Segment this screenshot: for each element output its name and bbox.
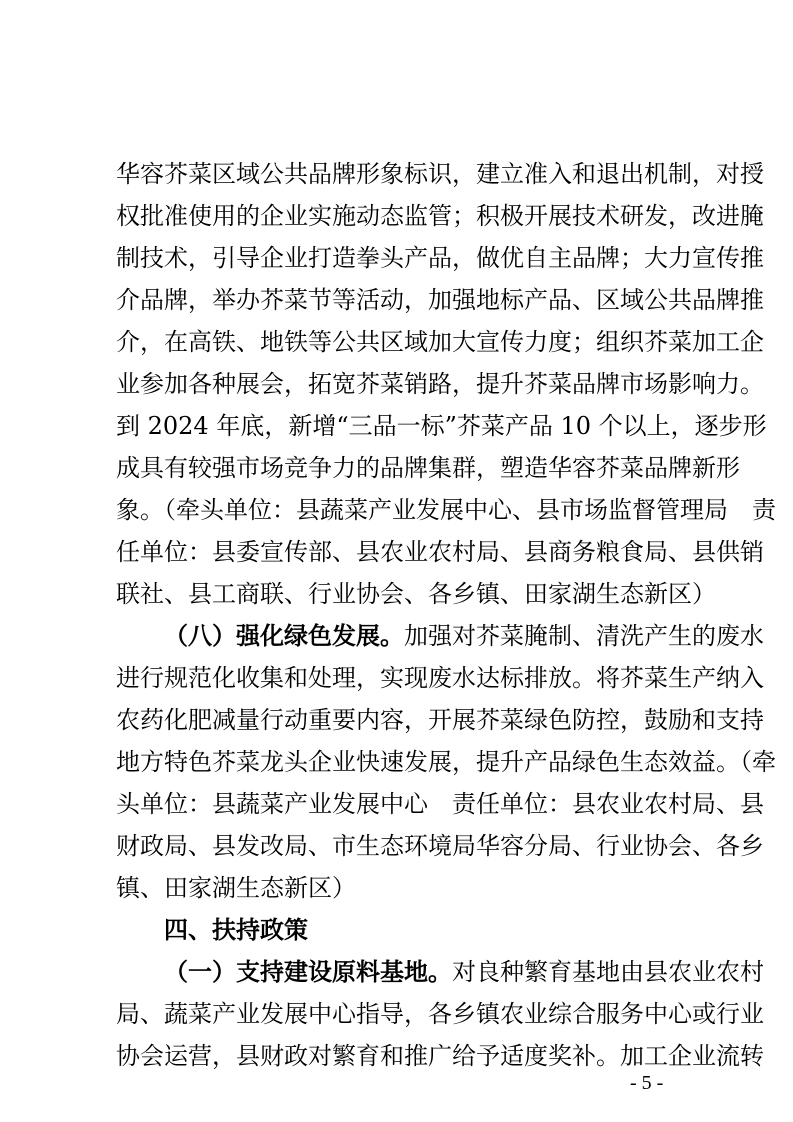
section-title-raw-material-base: （一）支持建设原料基地。 bbox=[164, 957, 452, 986]
paragraph-2-line-1 bbox=[164, 616, 764, 656]
paragraph-1-line-7: 到 2024 年底，新增“三品一标”芥菜产品 10 个以上，逐步形 bbox=[116, 412, 767, 440]
paragraph-2-line-4: 地方特色芥菜龙头企业快速发展，提升产品绿色生态效益。（牵 bbox=[116, 748, 776, 776]
section-heading-support-policies: 四、扶持政策 bbox=[164, 916, 308, 944]
paragraph-3-line-1-rest: 对良种繁育基地由县农业农村 bbox=[452, 958, 764, 986]
paragraph-1-line-1: 华容芥菜区域公共品牌形象标识，建立准入和退出机制，对授 bbox=[116, 160, 764, 188]
paragraph-2-line-6: 财政局、县发改局、市生态环境局华容分局、行业协会、各乡 bbox=[116, 832, 764, 860]
page-number: - 5 - bbox=[630, 1072, 664, 1094]
paragraph-1-line-6: 业参加各种展会，拓宽芥菜销路，提升芥菜品牌市场影响力。 bbox=[116, 370, 764, 398]
paragraph-3-line-2: 局、蔬菜产业发展中心指导，各乡镇农业综合服务中心或行业 bbox=[116, 1000, 764, 1028]
paragraph-1-line-9: 象。（牵头单位：县蔬菜产业发展中心、县市场监督管理局 责 bbox=[116, 496, 776, 524]
section-title-green-development: （八）强化绿色发展。 bbox=[164, 621, 404, 650]
paragraph-1-line-10: 任单位：县委宣传部、县农业农村局、县商务粮食局、县供销 bbox=[116, 538, 764, 566]
paragraph-3-line-3: 协会运营，县财政对繁育和推广给予适度奖补。加工企业流转 bbox=[116, 1042, 764, 1070]
paragraph-1-line-8: 成具有较强市场竞争力的品牌集群，塑造华容芥菜品牌新形 bbox=[116, 454, 740, 482]
paragraph-1-line-4: 介品牌，举办芥菜节等活动，加强地标产品、区域公共品牌推 bbox=[116, 286, 764, 314]
paragraph-2-line-5: 头单位：县蔬菜产业发展中心 责任单位：县农业农村局、县 bbox=[116, 790, 764, 818]
paragraph-2-line-3: 农药化肥减量行动重要内容，开展芥菜绿色防控，鼓励和支持 bbox=[116, 706, 764, 734]
paragraph-1-line-2: 权批准使用的企业实施动态监管；积极开展技术研发，改进腌 bbox=[116, 202, 764, 230]
paragraph-1-line-5: 介，在高铁、地铁等公共区域加大宣传力度；组织芥菜加工企 bbox=[116, 328, 764, 356]
paragraph-2-line-2: 进行规范化收集和处理，实现废水达标排放。将芥菜生产纳入 bbox=[116, 664, 764, 692]
paragraph-1-line-3: 制技术，引导企业打造拳头产品，做优自主品牌；大力宣传推 bbox=[116, 244, 764, 272]
paragraph-2-line-1-rest: 加强对芥菜腌制、清洗产生的废水 bbox=[404, 622, 764, 650]
paragraph-1-line-11: 联社、县工商联、行业协会、各乡镇、田家湖生态新区） bbox=[116, 580, 716, 608]
paragraph-2-line-7: 镇、田家湖生态新区） bbox=[116, 874, 356, 902]
paragraph-3-line-1 bbox=[164, 952, 764, 992]
